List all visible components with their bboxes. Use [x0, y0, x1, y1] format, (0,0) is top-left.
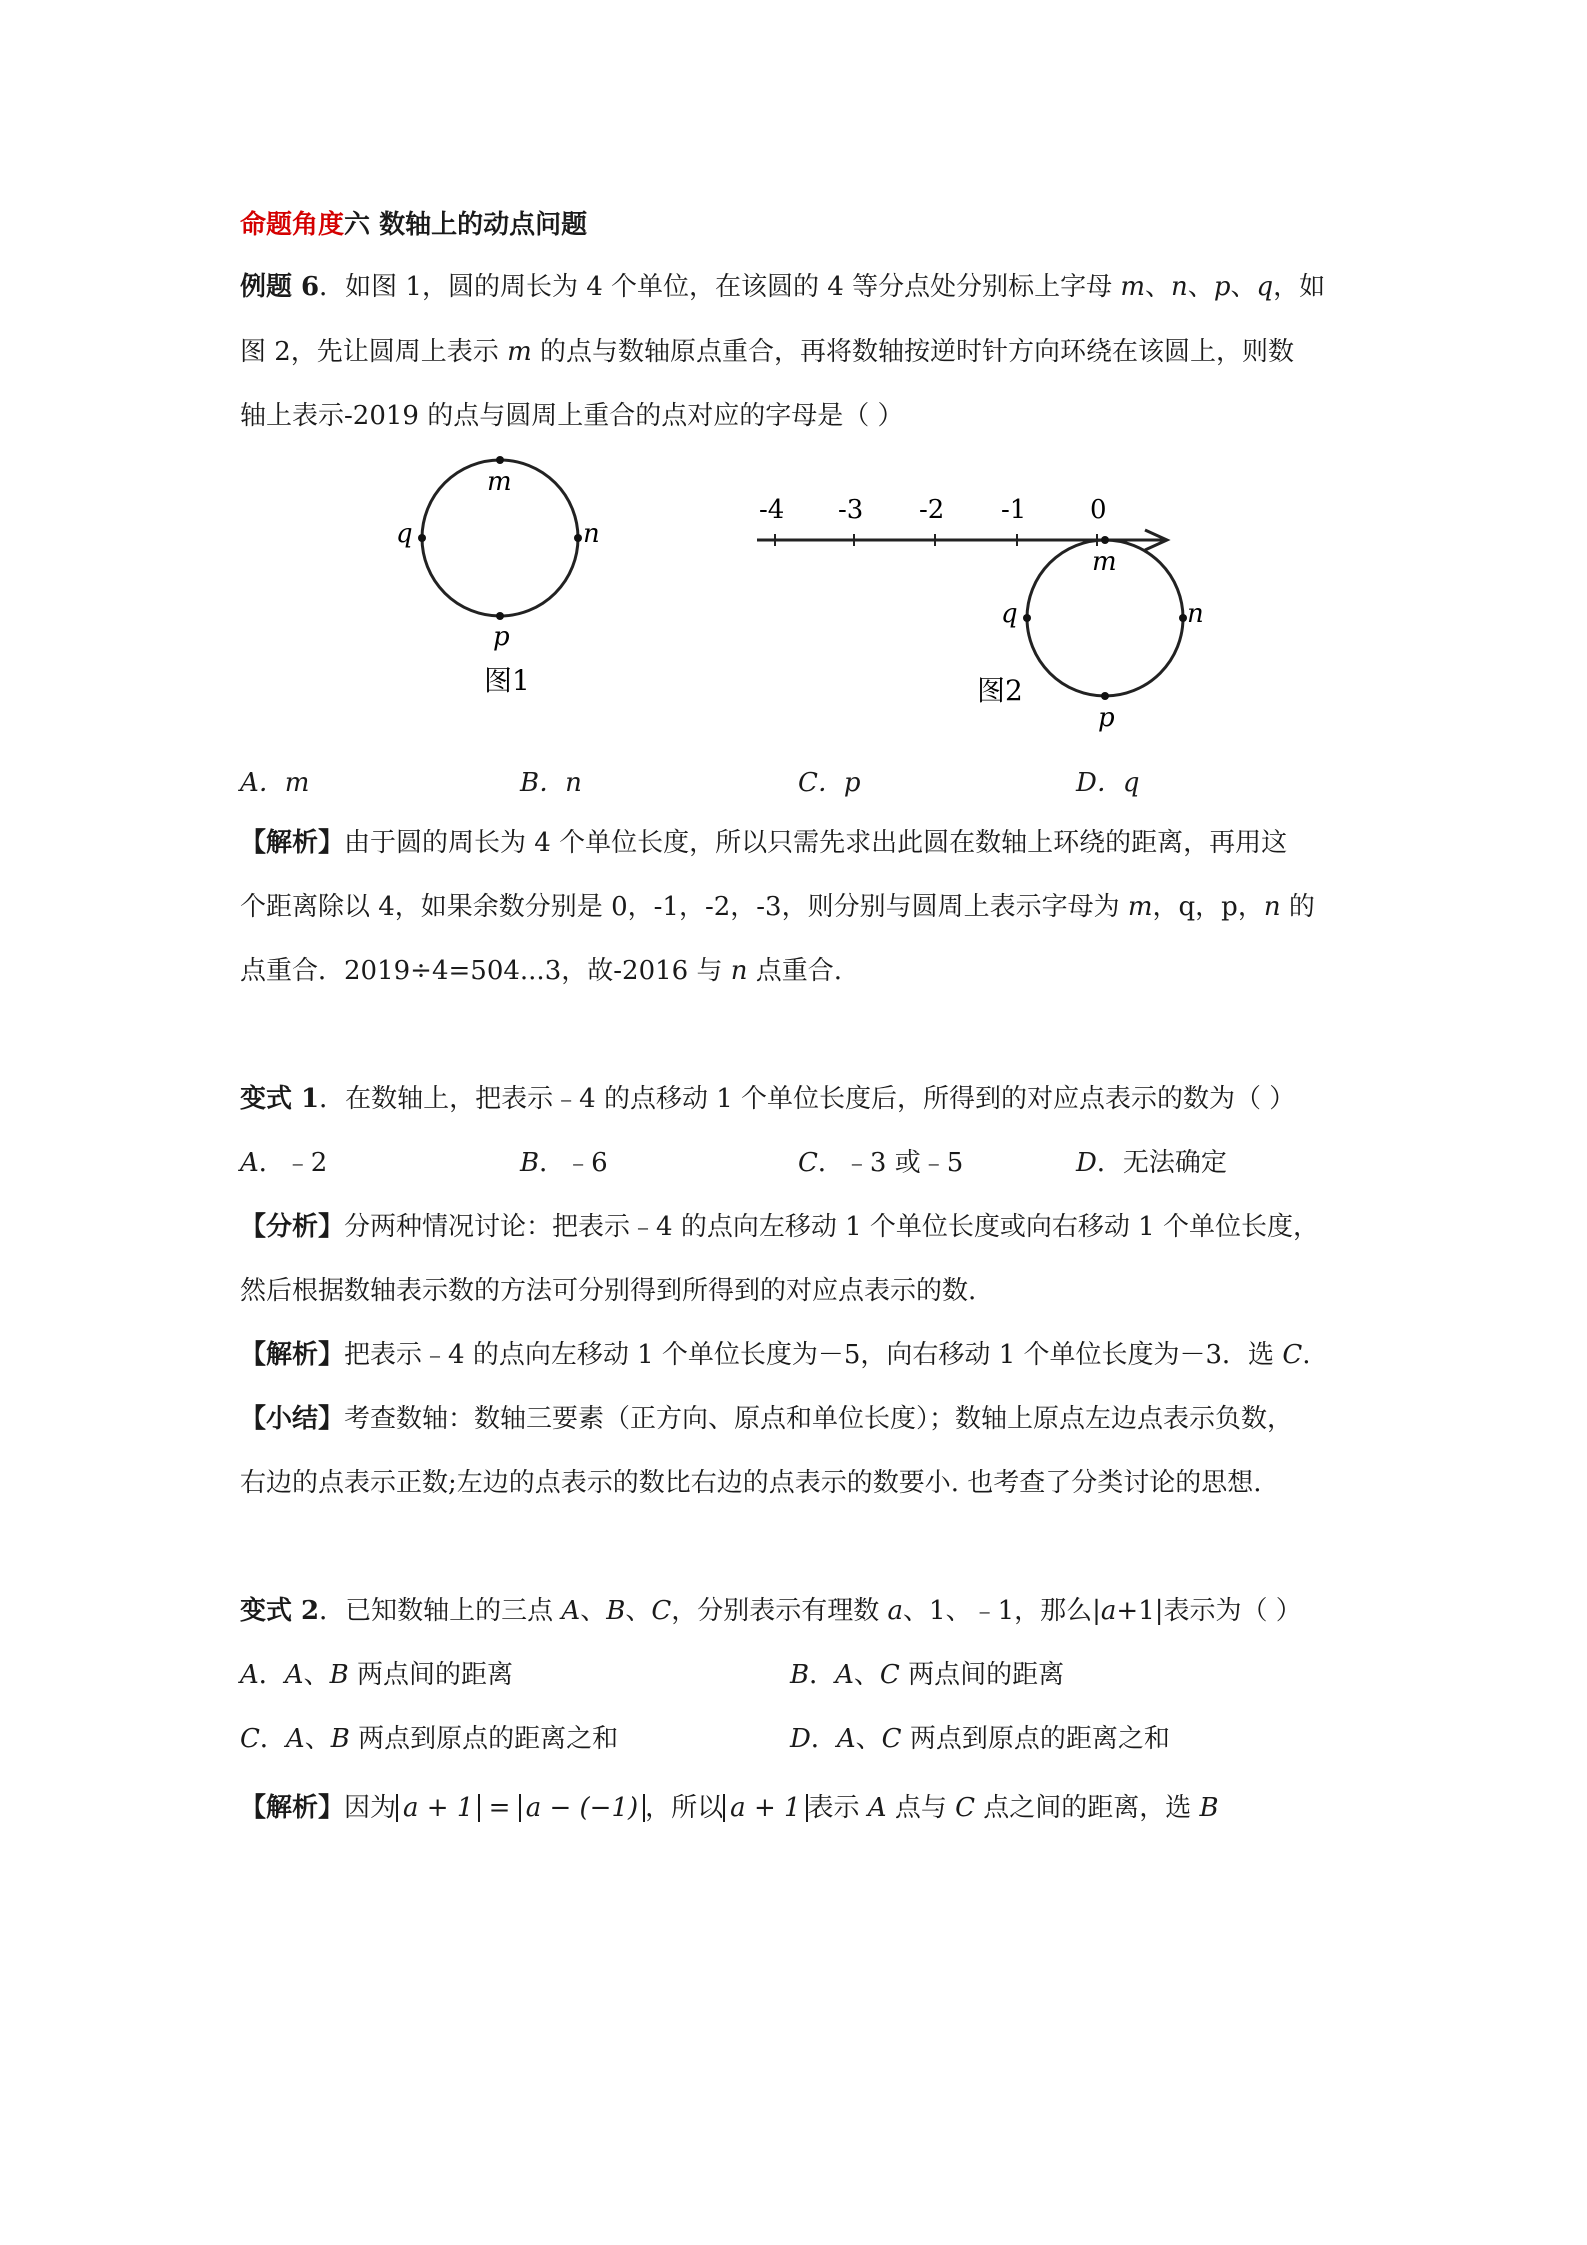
separator: 、 — [855, 1724, 882, 1754]
point-label: B — [329, 1660, 349, 1690]
option-d: D．q — [1076, 768, 1140, 798]
example-line-3 — [240, 401, 903, 431]
point-label: C — [879, 1660, 900, 1690]
analysis-tag: 【分析】 — [240, 1212, 345, 1242]
solution-tag: 【解析】 — [240, 828, 345, 858]
var-m: m — [1120, 272, 1146, 302]
point-label: A — [836, 1724, 856, 1754]
example-line-2 — [240, 337, 1294, 367]
option-letter: C — [240, 1724, 260, 1754]
tick-label: 0 — [1090, 495, 1107, 525]
option-letter: A — [240, 768, 259, 798]
label-p: p — [1098, 703, 1115, 733]
point-label: A — [285, 1724, 305, 1754]
answer-letter: B — [1199, 1793, 1219, 1823]
point-q — [1023, 614, 1031, 622]
label-n: n — [1187, 599, 1204, 629]
label-n: n — [583, 519, 600, 549]
label-q: q — [1001, 599, 1018, 629]
summary-tag: 【小结】 — [240, 1404, 345, 1434]
analysis-text: 分两种情况讨论：把表示﹣4 的点向左移动 1 个单位长度或向右移动 1 个单位长度， — [344, 1212, 1319, 1242]
solution-tag: 【解析】 — [240, 1340, 345, 1370]
option-value: n — [565, 768, 582, 798]
variant-2-option-c: C．A、B 两点到原点的距离之和 — [240, 1724, 619, 1754]
point-A: A — [561, 1596, 581, 1626]
solution-text: 点与 — [886, 1793, 956, 1823]
option-letter: B — [520, 1148, 540, 1178]
section-heading-red: 命题角度 — [240, 210, 345, 240]
point-n — [574, 534, 582, 542]
example-text: 轴上表示-2019 的点与圆周上重合的点对应的字母是（ ） — [240, 401, 904, 431]
figure-2-number-line — [745, 480, 1245, 740]
solution-text: ，q，p， — [1152, 892, 1264, 922]
label-m: m — [1092, 547, 1117, 577]
option-value: ﹣2 — [284, 1148, 328, 1178]
absolute-value-expression: a + 1 — [396, 1794, 480, 1822]
variant-1-summary-line-1 — [240, 1404, 1293, 1434]
point-p — [1101, 692, 1109, 700]
solution-text: 的 — [1280, 892, 1315, 922]
solution-text: ，所以 — [645, 1793, 724, 1823]
var-a: a — [1100, 1596, 1117, 1626]
option-value: 两点间的距离 — [899, 1660, 1065, 1690]
example-label: 例题 6 — [240, 272, 320, 302]
equals-sign: = — [480, 1793, 519, 1823]
option-letter: D — [1076, 768, 1097, 798]
absolute-value-expression: a + 1 — [723, 1794, 807, 1822]
option-value: 两点间的距离 — [348, 1660, 513, 1690]
var-a: a — [887, 1596, 904, 1626]
variant-2-label: 变式 2 — [240, 1596, 320, 1626]
variant-2-solution — [240, 1793, 1219, 1823]
separator: 、 — [853, 1660, 880, 1690]
variant-2-option-a: A．A、B 两点间的距离 — [240, 1660, 513, 1690]
var-n: n — [730, 956, 748, 986]
variant-1-analysis-line-2 — [240, 1276, 976, 1306]
separator: 、 — [1145, 272, 1172, 302]
point-label: B — [330, 1724, 350, 1754]
option-letter: D — [790, 1724, 811, 1754]
solution-text: 点重合．2019÷4=504...3，故-2016 与 — [240, 956, 731, 986]
variant-1-option-a: A．﹣2 — [240, 1148, 328, 1178]
var-n: n — [1171, 272, 1188, 302]
point-m — [496, 456, 504, 464]
option-value: m — [284, 768, 310, 798]
figure-1-caption: 图1 — [484, 664, 530, 697]
option-letter: A — [240, 1148, 259, 1178]
option-value: q — [1122, 768, 1140, 798]
tick-label: -1 — [1001, 495, 1027, 525]
variant-2-text: +1|表示为（ ） — [1116, 1596, 1302, 1626]
separator: 、 — [1187, 272, 1214, 302]
variant-1-label: 变式 1 — [240, 1084, 320, 1114]
answer-letter: C — [1282, 1340, 1303, 1370]
absolute-value-expression: a − (−1) — [519, 1794, 645, 1822]
point-C: C — [651, 1596, 672, 1626]
var-m: m — [1127, 892, 1153, 922]
example-line-1 — [240, 272, 1325, 302]
solution-text: 因为 — [344, 1793, 397, 1823]
point-A: A — [867, 1793, 887, 1823]
option-a: A．m — [240, 768, 310, 798]
point-C: C — [955, 1793, 976, 1823]
option-letter: B — [520, 768, 540, 798]
variant-1-solution — [240, 1340, 1311, 1370]
option-letter: D — [1076, 1148, 1097, 1178]
separator: 、 — [303, 1660, 330, 1690]
point-p — [496, 612, 504, 620]
solution-line-1 — [240, 828, 1287, 858]
option-value: ﹣3 或﹣5 — [843, 1148, 964, 1178]
variant-1-analysis-line-1 — [240, 1212, 1319, 1242]
point-label: C — [881, 1724, 902, 1754]
variant-1-summary-line-2 — [240, 1468, 1262, 1498]
example-text: 的点与数轴原点重合，再将数轴按逆时针方向环绕在该圆上，则数 — [531, 337, 1294, 367]
point-B: B — [606, 1596, 626, 1626]
solution-text: 表示 — [807, 1793, 868, 1823]
variant-1-option-b: B．﹣6 — [520, 1148, 608, 1178]
solution-line-3 — [240, 956, 842, 986]
variant-1-question — [240, 1084, 1295, 1114]
solution-tag: 【解析】 — [240, 1793, 345, 1823]
variant-2-option-b: B．A、C 两点间的距离 — [790, 1660, 1065, 1690]
summary-text: 考查数轴：数轴三要素（正方向、原点和单位长度）；数轴上原点左边点表示负数， — [344, 1404, 1294, 1434]
label-q: q — [396, 519, 413, 549]
figure-1-circle — [380, 450, 620, 720]
option-b: B．n — [520, 768, 582, 798]
variant-1-text: ．在数轴上，把表示﹣4 的点移动 1 个单位长度后，所得到的对应点表示的数为（ ） — [319, 1084, 1296, 1114]
option-value: p — [843, 768, 861, 798]
solution-line-2 — [240, 892, 1315, 922]
figure-2-caption: 图2 — [977, 674, 1023, 707]
option-letter: C — [798, 1148, 818, 1178]
analysis-text: 然后根据数轴表示数的方法可分别得到所得到的对应点表示的数. — [240, 1276, 977, 1306]
separator: 、 — [1230, 272, 1257, 302]
solution-text: 点重合. — [747, 956, 843, 986]
option-letter: B — [790, 1660, 810, 1690]
variant-2-text: ，分别表示有理数 — [671, 1596, 888, 1626]
point-m — [1101, 536, 1109, 544]
solution-text: 把表示﹣4 的点向左移动 1 个单位长度为－5，向右移动 1 个单位长度为－3．选 — [344, 1340, 1283, 1370]
variant-1-option-c: C．﹣3 或﹣5 — [798, 1148, 964, 1178]
variant-2-text: ．已知数轴上的三点 — [319, 1596, 562, 1626]
example-text: ．如图 1，圆的周长为 4 个单位，在该圆的 4 等分点处分别标上字母 — [319, 272, 1121, 302]
solution-text: 由于圆的周长为 4 个单位长度，所以只需先求出此圆在数轴上环绕的距离，再用这 — [344, 828, 1288, 858]
option-value: 两点到原点的距离之和 — [901, 1724, 1170, 1754]
var-m: m — [507, 337, 532, 367]
var-p: p — [1213, 272, 1231, 302]
point-q — [418, 534, 426, 542]
option-c: C．p — [798, 768, 861, 798]
tick-label: -4 — [759, 495, 785, 525]
variant-2-option-d: D．A、C 两点到原点的距离之和 — [790, 1724, 1170, 1754]
option-letter: A — [240, 1660, 259, 1690]
var-n: n — [1263, 892, 1281, 922]
option-letter: C — [798, 768, 818, 798]
point-n — [1179, 614, 1187, 622]
section-heading-title: 六 数轴上的动点问题 — [344, 210, 588, 240]
solution-text: 点之间的距离，选 — [975, 1793, 1200, 1823]
option-value: ﹣6 — [565, 1148, 608, 1178]
tick-label: -2 — [919, 495, 945, 525]
example-text: 图 2，先让圆周上表示 — [240, 337, 508, 367]
variant-2-question: 变式 2．已知数轴上的三点 A、B、C，分别表示有理数 a、1、﹣1，那么|a+1|表示为（ ） — [240, 1596, 1302, 1626]
point-label: A — [284, 1660, 304, 1690]
example-text: ，如 — [1273, 272, 1326, 302]
var-q: q — [1256, 272, 1274, 302]
variant-1-option-d: D．无法确定 — [1076, 1148, 1227, 1178]
solution-text: . — [1302, 1340, 1311, 1370]
section-heading — [240, 210, 587, 240]
point-label: A — [835, 1660, 854, 1690]
variant-2-text: 、1、﹣1，那么| — [903, 1596, 1101, 1626]
option-value: 两点到原点的距离之和 — [349, 1724, 619, 1754]
tick-label: -3 — [838, 495, 864, 525]
summary-text: 右边的点表示正数;左边的点表示的数比右边的点表示的数要小. 也考查了分类讨论的思想. — [240, 1468, 1262, 1498]
solution-text: 个距离除以 4，如果余数分别是 0，-1，-2，-3，则分别与圆周上表示字母为 — [240, 892, 1128, 922]
label-p: p — [493, 622, 510, 652]
label-m: m — [487, 467, 512, 497]
separator: 、 — [304, 1724, 331, 1754]
option-value: 无法确定 — [1122, 1148, 1227, 1178]
